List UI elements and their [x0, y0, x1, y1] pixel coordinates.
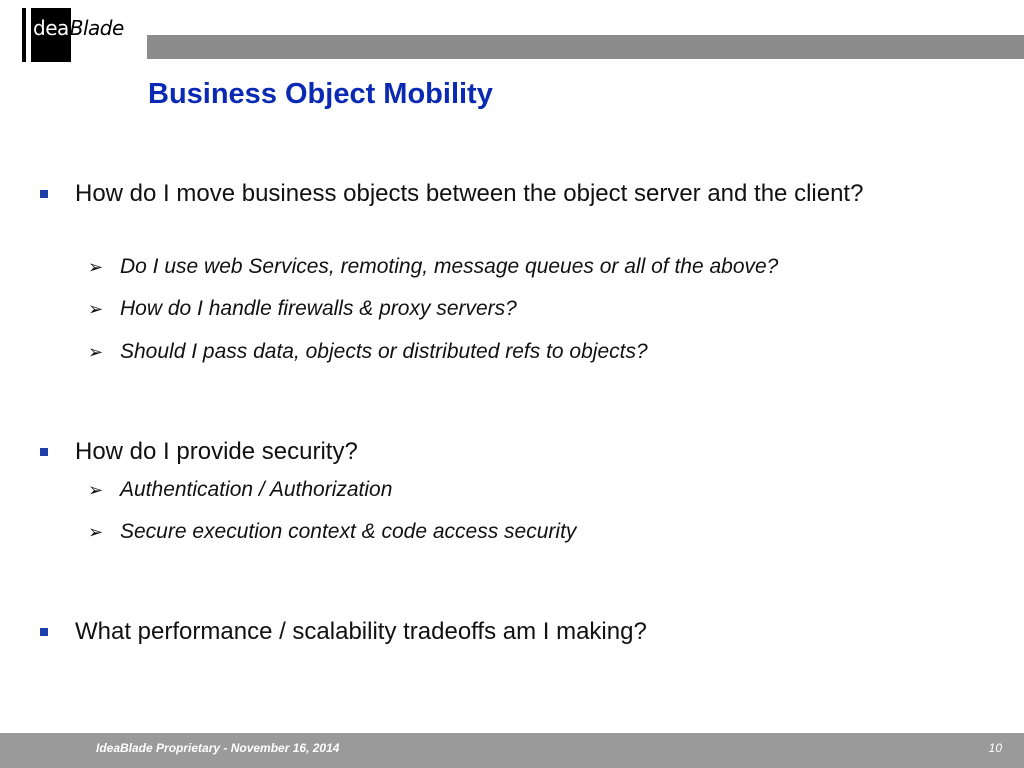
sub-bullet-text: Secure execution context & code access security: [120, 520, 577, 543]
square-bullet-icon: [40, 448, 48, 456]
sub-bullet-text: How do I handle firewalls & proxy servers?: [120, 297, 517, 320]
logo-text-dea: dea: [33, 16, 69, 40]
ideablade-logo: [22, 8, 137, 62]
sub-bullet-text: Authentication / Authorization: [120, 478, 393, 501]
bullet-text: What performance / scalability tradeoffs am I making?: [75, 618, 647, 645]
sub-bullet-text: Do I use web Services, remoting, message queues or all of the above?: [120, 255, 779, 278]
square-bullet-icon: [40, 628, 48, 636]
arrow-bullet-icon: ➢: [88, 342, 104, 363]
bullet-text: How do I provide security?: [75, 438, 358, 465]
arrow-bullet-icon: ➢: [88, 299, 104, 320]
logo-text-blade: Blade: [69, 16, 124, 40]
arrow-bullet-icon: ➢: [88, 480, 104, 501]
arrow-bullet-icon: ➢: [88, 257, 104, 278]
header-bar: [147, 35, 1024, 59]
sub-bullet-text: Should I pass data, objects or distributed refs to objects?: [120, 340, 648, 363]
footer-bar: [0, 733, 1024, 768]
logo-i-stroke: [26, 8, 31, 62]
logo-text: [33, 16, 124, 40]
page-number: 10: [988, 741, 1002, 755]
footer-text: IdeaBlade Proprietary - November 16, 2014: [96, 741, 340, 755]
arrow-bullet-icon: ➢: [88, 522, 104, 543]
bullet-text: How do I move business objects between the object server and the client?: [75, 180, 864, 207]
slide-title: Business Object Mobility: [148, 78, 493, 110]
square-bullet-icon: [40, 190, 48, 198]
